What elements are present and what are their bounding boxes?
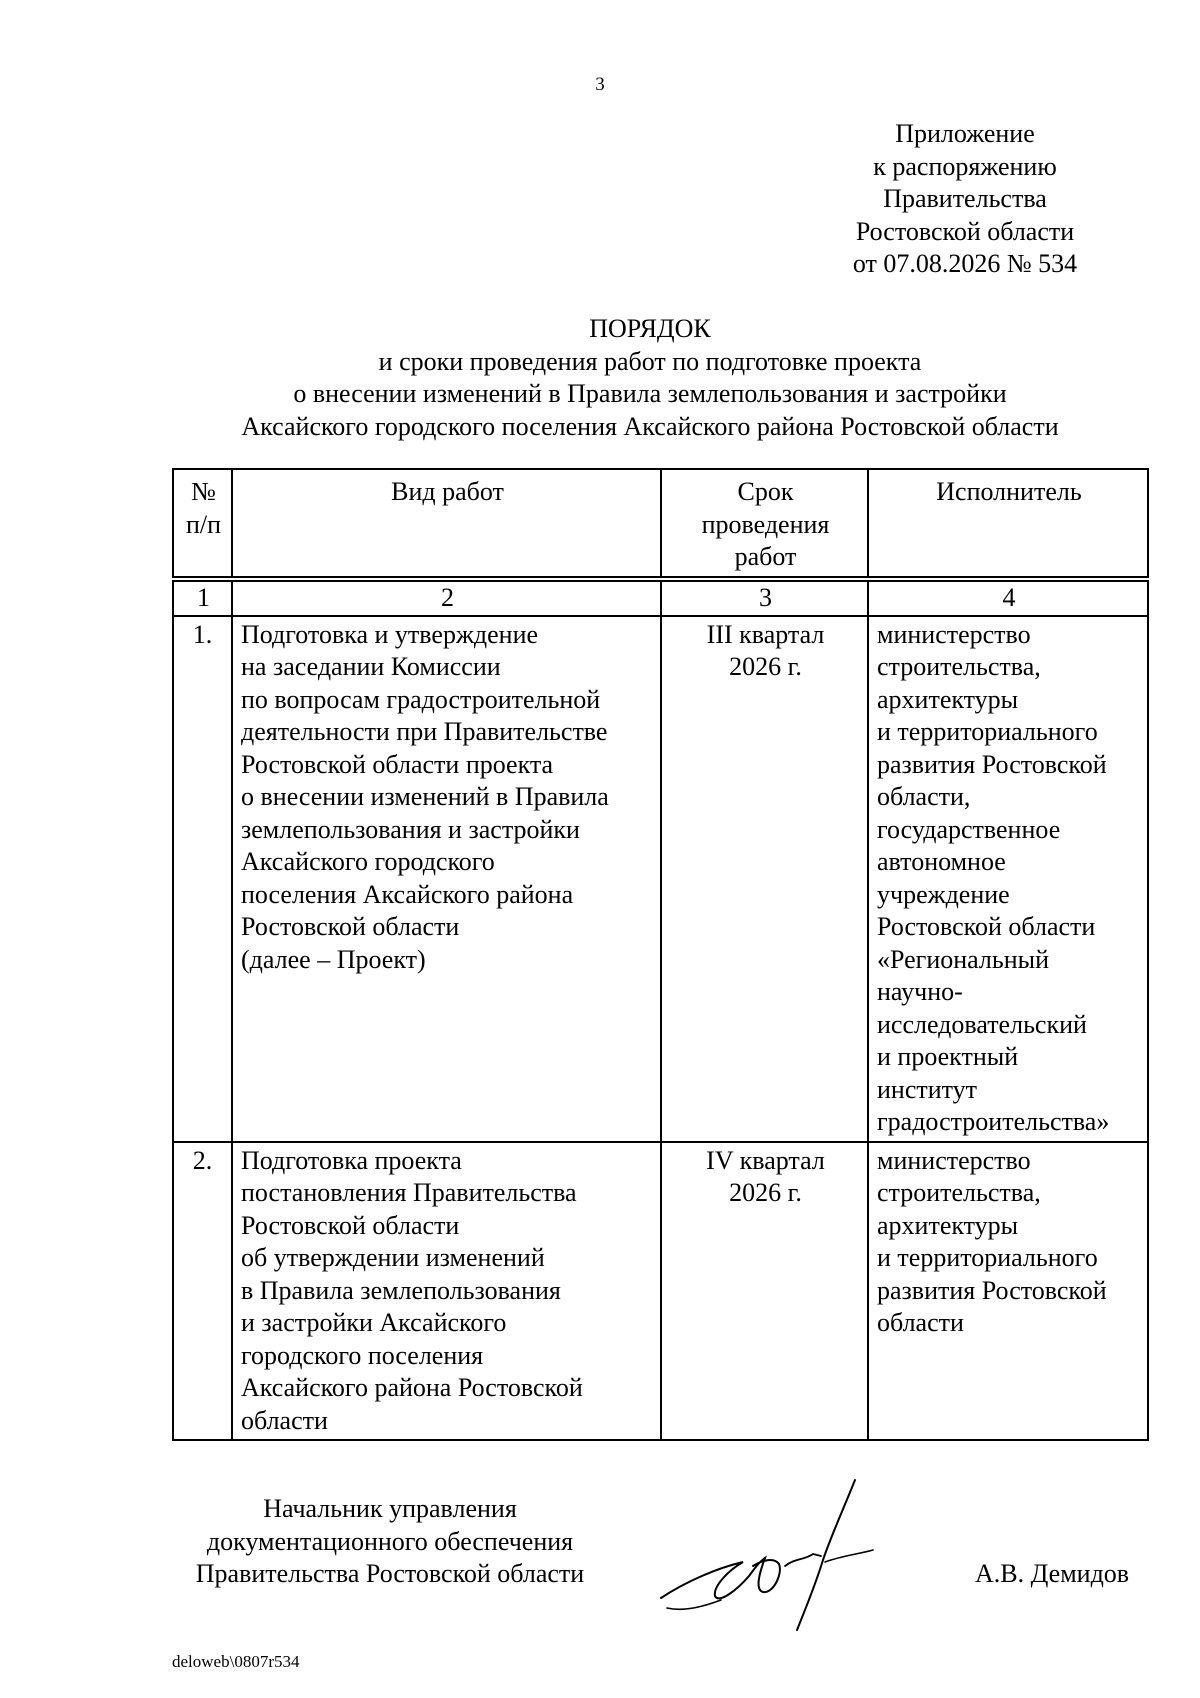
work-term-line: 2026 г.	[729, 1178, 802, 1207]
work-description-line: поселения Аксайского района	[241, 879, 574, 909]
work-description-line: Ростовской области	[241, 912, 460, 941]
work-executor-line: архитектуры	[877, 1210, 1019, 1240]
column-number: 4	[868, 579, 1148, 616]
work-executor-line: государственное	[877, 814, 1061, 844]
column-number: 2	[232, 579, 661, 616]
table-header-row	[173, 469, 1148, 579]
handwritten-signature	[655, 1470, 935, 1640]
work-description-line: Аксайского района Ростовской	[241, 1373, 583, 1402]
signer-title-line: Начальник управления	[263, 1494, 517, 1523]
work-description-line: Ростовской области	[241, 1210, 460, 1240]
header-term-line: работ	[734, 542, 797, 571]
header-work-type-line: Вид работ	[391, 477, 504, 506]
header-term	[661, 469, 868, 579]
signer-name: А.В. Демидов	[975, 1559, 1130, 1588]
header-term-line: проведения	[701, 509, 830, 539]
work-description-line: Подготовка и утверждение	[241, 619, 539, 649]
work-executor-line: Ростовской области	[877, 912, 1096, 941]
work-executor-line: учреждение	[877, 879, 1010, 909]
work-description-line: Ростовской области проекта	[241, 749, 554, 779]
work-description-line: городского поселения	[241, 1340, 484, 1370]
work-description	[232, 616, 661, 1142]
work-description-line: Подготовка проекта	[241, 1145, 462, 1175]
work-executor-line: архитектуры	[877, 684, 1019, 714]
header-number-line: №	[191, 477, 216, 506]
title-line: и сроки проведения работ по подготовке проекта	[378, 346, 922, 376]
appendix-line: Приложение	[895, 119, 1035, 148]
appendix-block	[820, 118, 1110, 281]
title-line: о внесении изменений в Правила землепользования и застройки	[293, 379, 1007, 408]
header-executor-line: Исполнитель	[936, 477, 1082, 506]
work-description-line: (далее – Проект)	[241, 944, 426, 974]
work-executor-line: области	[877, 1308, 964, 1337]
header-number-line: п/п	[185, 509, 222, 539]
work-description-line: об утверждении изменений	[241, 1243, 545, 1272]
work-executor-line: развития Ростовской	[877, 749, 1107, 779]
signer-title-line: Правительства Ростовской области	[195, 1559, 585, 1588]
header-work-type	[232, 469, 661, 579]
work-executor-line: министерство	[877, 619, 1031, 649]
work-term-line: III квартал	[706, 619, 825, 649]
work-description-line: по вопросам градостроительной	[241, 684, 601, 714]
table-row	[173, 616, 1148, 1142]
appendix-line: от 07.08.2026 № 534	[852, 249, 1078, 278]
work-executor-line: градостроительства»	[877, 1107, 1110, 1136]
work-executor-line: и территориального	[877, 717, 1098, 746]
work-description-line: области	[241, 1405, 328, 1435]
signer-title-line: документационного обеспечения	[206, 1526, 574, 1556]
file-reference: deloweb\0807r534	[172, 1652, 300, 1671]
work-description	[232, 1142, 661, 1441]
work-executor-line: институт	[877, 1074, 978, 1104]
work-executor	[868, 616, 1148, 1142]
work-description-line: постановления Правительства	[241, 1178, 577, 1207]
work-term-line: 2026 г.	[729, 652, 802, 681]
work-executor-line: и территориального	[877, 1243, 1098, 1272]
appendix-line: к распоряжению	[873, 151, 1057, 181]
work-executor-line: строительства,	[877, 1178, 1041, 1207]
work-executor-line: и проектный	[877, 1042, 1019, 1071]
work-term-line: IV квартал	[706, 1145, 825, 1175]
header-number	[173, 469, 232, 579]
appendix-line: Ростовской области	[855, 216, 1075, 246]
page-number: 3	[595, 74, 605, 95]
work-term	[661, 616, 868, 1142]
work-description-line: в Правила землепользования	[241, 1275, 561, 1305]
work-executor-line: «Региональный	[877, 944, 1050, 974]
signer-title	[150, 1493, 630, 1591]
table-column-numbers-row	[173, 579, 1148, 616]
work-description-line: Аксайского городского	[241, 847, 495, 876]
header-term-line: Срок	[737, 477, 794, 506]
title-line: Аксайского городского поселения Аксайского района Ростовской области	[241, 411, 1059, 441]
work-executor-line: автономное	[877, 847, 1006, 876]
table-row	[173, 1142, 1148, 1441]
work-term	[661, 1142, 868, 1441]
title-heading: ПОРЯДОК	[589, 314, 711, 343]
column-number: 3	[661, 579, 868, 616]
row-number: 1.	[173, 616, 232, 1142]
work-description-line: деятельности при Правительстве	[241, 717, 608, 746]
work-executor-line: научно-	[877, 977, 963, 1006]
row-number: 2.	[173, 1142, 232, 1441]
work-executor	[868, 1142, 1148, 1441]
header-executor	[868, 469, 1148, 579]
work-executor-line: строительства,	[877, 652, 1041, 681]
work-description-line: и застройки Аксайского	[241, 1308, 507, 1337]
work-executor-line: развития Ростовской	[877, 1275, 1107, 1305]
works-table	[172, 468, 1149, 1441]
work-executor-line: министерство	[877, 1145, 1031, 1175]
work-executor-line: области,	[877, 782, 971, 811]
work-description-line: землепользования и застройки	[241, 814, 580, 844]
appendix-line: Правительства	[883, 184, 1047, 213]
document-title	[150, 313, 1150, 443]
work-executor-line: исследовательский	[877, 1009, 1087, 1039]
column-number: 1	[173, 579, 232, 616]
work-description-line: на заседании Комиссии	[241, 652, 501, 681]
work-description-line: о внесении изменений в Правила	[241, 782, 609, 811]
